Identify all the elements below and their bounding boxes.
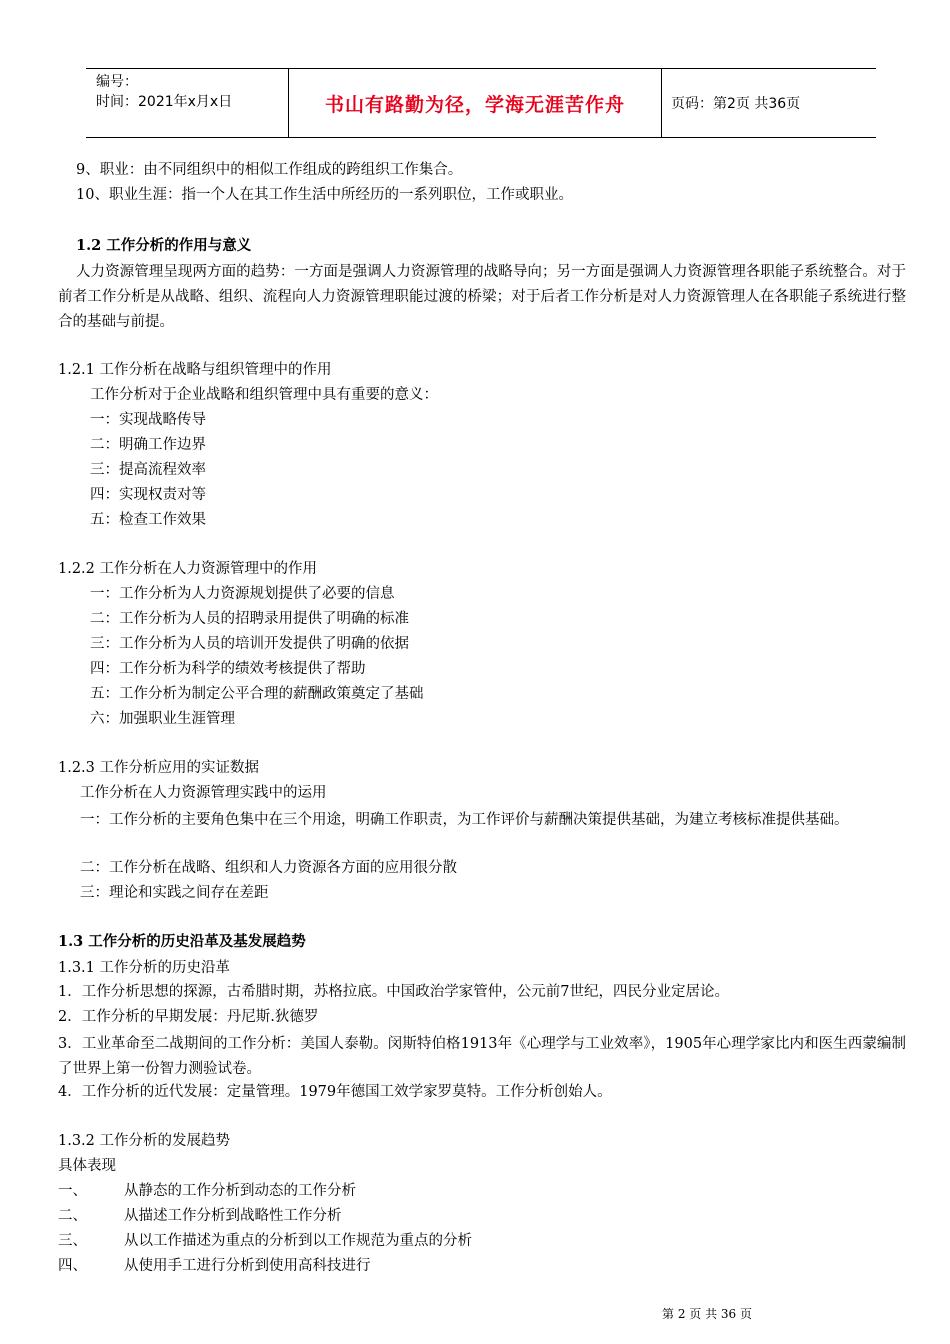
list-item: 一、 从静态的工作分析到动态的工作分析 — [58, 1183, 356, 1199]
list-item: 4．工作分析的近代发展：定量管理。1979年德国工效学家罗莫特。工作分析创始人。 — [58, 1084, 612, 1100]
section-heading: 1.3 工作分析的历史沿革及基发展趋势 — [58, 933, 306, 950]
page-header — [86, 68, 876, 138]
list-item: 二：工作分析在战略、组织和人力资源各方面的应用很分散 — [80, 860, 457, 876]
page-footer: 第 2 页 共 36 页 — [662, 1307, 752, 1321]
paragraph: 3．工业革命至二战期间的工作分析：美国人泰勒。闵斯特伯格1913年《心理学与工业效率》，1905年心理学家比内和医生西蒙编制了世界上第一份智力测验试卷。 — [58, 1036, 906, 1077]
list-item: 五：工作分析为制定公平合理的薪酬政策奠定了基础 — [90, 686, 424, 702]
list-item: 三：提高流程效率 — [90, 462, 206, 478]
text-line: 9、职业：由不同组织中的相似工作组成的跨组织工作集合。 — [76, 162, 463, 178]
header-page-info: 页码：第2页 共36页 — [671, 96, 801, 112]
paragraph: 一：工作分析的主要角色集中在三个用途，明确工作职责，为工作评价与薪酬决策提供基础，为建立考核标准提供基础。 — [80, 812, 849, 828]
header-motto: 书山有路勤为径，学海无涯苦作舟 — [288, 69, 662, 137]
list-item: 二、 从描述工作分析到战略性工作分析 — [58, 1208, 342, 1224]
subsection-heading: 1.3.2 工作分析的发展趋势 — [58, 1133, 231, 1149]
text-line: 10、职业生涯：指一个人在其工作生活中所经历的一系列职位，工作或职业。 — [76, 187, 573, 203]
paragraph: 人力资源管理呈现两方面的趋势：一方面是强调人力资源管理的战略导向；另一方面是强调人力资源管理各职能子系统整合。对于前者工作分析是从战略、组织、流程向人力资源管理职能过渡的桥梁；对于后者工作分析是对人力资源管理人在各职能子系统进行整合的基础与前提。 — [58, 264, 906, 330]
section-heading: 1.2 工作分析的作用与意义 — [76, 237, 252, 254]
text-line: 具体表现 — [58, 1158, 116, 1174]
header-id-label: 编号： — [96, 74, 138, 90]
list-item: 三：工作分析为人员的培训开发提供了明确的依据 — [90, 636, 409, 652]
list-item: 2．工作分析的早期发展：丹尼斯.狄德罗 — [58, 1009, 319, 1025]
list-item: 一：实现战略传导 — [90, 412, 206, 428]
list-item: 三、 从以工作描述为重点的分析到以工作规范为重点的分析 — [58, 1233, 472, 1249]
list-item: 四：实现权责对等 — [90, 487, 206, 503]
subsection-heading: 1.2.1 工作分析在战略与组织管理中的作用 — [58, 362, 332, 378]
list-item: 三：理论和实践之间存在差距 — [80, 885, 269, 901]
list-item: 五：检查工作效果 — [90, 512, 206, 528]
list-item: 一：工作分析为人力资源规划提供了必要的信息 — [90, 586, 395, 602]
header-meta — [86, 69, 288, 137]
header-time-label: 时间：2021年x月x日 — [96, 94, 233, 110]
list-item: 六：加强职业生涯管理 — [90, 711, 235, 727]
subsection-heading: 1.3.1 工作分析的历史沿革 — [58, 960, 231, 976]
list-item: 四：工作分析为科学的绩效考核提供了帮助 — [90, 661, 366, 677]
text-line: 工作分析在人力资源管理实践中的运用 — [80, 785, 327, 801]
list-item: 1．工作分析思想的探源，古希腊时期，苏格拉底。中国政治学家管仲，公元前7世纪，四民分业定居论。 — [58, 984, 729, 1000]
text-line: 工作分析对于企业战略和组织管理中具有重要的意义： — [90, 387, 438, 403]
list-item: 二：明确工作边界 — [90, 437, 206, 453]
list-item: 二：工作分析为人员的招聘录用提供了明确的标准 — [90, 611, 409, 627]
list-item: 四、 从使用手工进行分析到使用高科技进行 — [58, 1258, 371, 1274]
subsection-heading: 1.2.2 工作分析在人力资源管理中的作用 — [58, 561, 318, 577]
subsection-heading: 1.2.3 工作分析应用的实证数据 — [58, 760, 260, 776]
